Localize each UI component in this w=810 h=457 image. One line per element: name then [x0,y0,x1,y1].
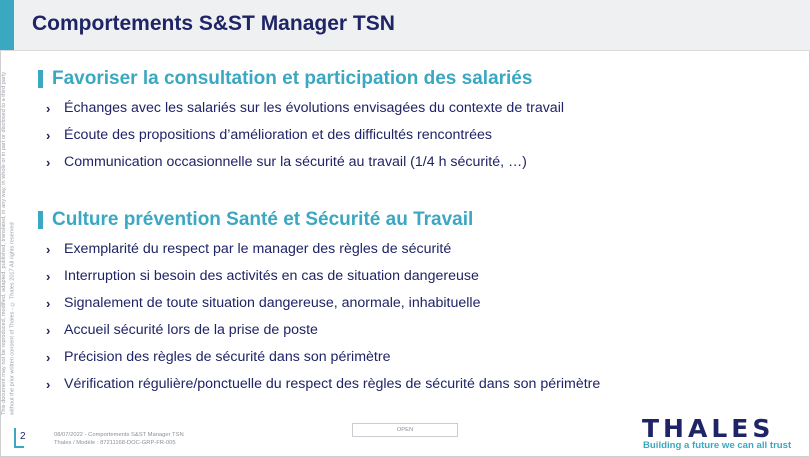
classification-label: OPEN [352,423,458,437]
list-item [46,376,600,392]
chevron-right-icon: › [46,241,51,257]
section-heading-consultation [38,68,532,90]
list-item-text: Échanges avec les salariés sur les évolutions envisagées du contexte de travail [64,100,564,116]
list-item-text: Communication occasionnelle sur la sécurité au travail (1/4 h sécurité, …) [64,154,527,170]
list-item-text: Exemplarité du respect par le manager des règles de sécurité [64,241,452,257]
chevron-right-icon: › [46,268,51,284]
thales-logo: THALES [642,414,775,443]
section-bar-icon [38,211,43,229]
section-heading-text: Favoriser la consultation et participation des salariés [52,68,533,89]
footer-info [54,431,184,447]
page-number: 2 [20,431,26,442]
list-item [46,154,527,170]
chevron-right-icon: › [46,100,51,116]
list-item [46,349,390,365]
brand-tagline: Building a future we can all trust [643,440,792,451]
list-item-text: Vérification régulière/ponctuelle du respect des règles de sécurité dans son périmètre [64,376,601,392]
slide-title: Comportements S&ST Manager TSN [32,12,395,35]
footer-accent-horizontal [14,446,24,448]
list-item-text: Précision des règles de sécurité dans son périmètre [64,349,391,365]
list-item [46,100,564,116]
title-accent-bar [0,0,14,50]
list-item [46,241,451,257]
footer-line-2: Thales / Modèle : 87211168-DOC-GRP-FR-005 [54,440,176,446]
list-item-text: Écoute des propositions d’amélioration et des difficultés rencontrées [64,127,492,143]
footer-line-1: 08/07/2022 - Comportements S&ST Manager TSN [54,432,184,438]
chevron-right-icon: › [46,376,51,392]
chevron-right-icon: › [46,154,51,170]
list-item [46,322,318,338]
section-heading-text: Culture prévention Santé et Sécurité au Travail [52,209,474,230]
copyright-notice: This document may not be reproduced, modified, adapted, published, translated, in any way, in whole or in part or disclosed to a third party without the prior written consent of Thales - © Thales 2017 All rights reserved [1,71,16,415]
section-heading-prevention [38,209,473,231]
list-item-text: Signalement de toute situation dangereuse, anormale, inhabituelle [64,295,481,311]
list-item [46,127,492,143]
footer-accent-vertical [14,428,16,446]
list-item-text: Interruption si besoin des activités en cas de situation dangereuse [64,268,479,284]
chevron-right-icon: › [46,322,51,338]
title-bar [0,0,810,51]
list-item [46,295,480,311]
chevron-right-icon: › [46,349,51,365]
list-item [46,268,479,284]
list-item-text: Accueil sécurité lors de la prise de poste [64,322,318,338]
chevron-right-icon: › [46,295,51,311]
section-bar-icon [38,70,43,88]
chevron-right-icon: › [46,127,51,143]
